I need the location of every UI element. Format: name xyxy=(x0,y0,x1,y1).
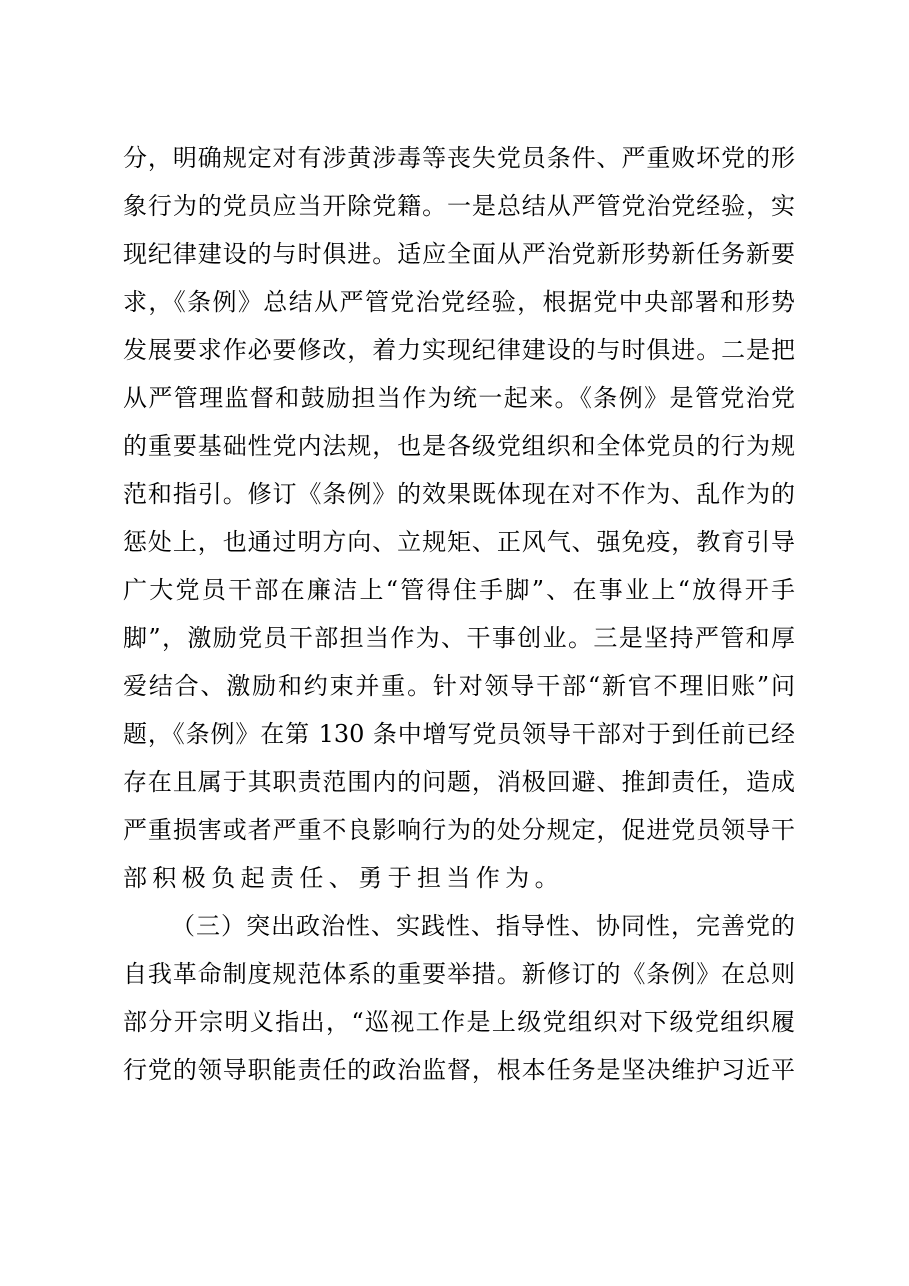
text-line: 题，《条例》在第 130 条中增写党员领导干部对于到任前已经 xyxy=(123,720,795,748)
text-line: 现纪律建设的与时俱进。适应全面从严治党新形势新任务新要 xyxy=(123,240,795,268)
text-line: 部积极负起责任、勇于担当作为。 xyxy=(123,864,564,892)
text-line: 部分开宗明义指出，“巡视工作是上级党组织对下级党组织履 xyxy=(123,1008,795,1036)
text-line: 广大党员干部在廉洁上“管得住手脚”、在事业上“放得开手 xyxy=(123,576,795,604)
text-line: 行党的领导职能责任的政治监督，根本任务是坚决维护习近平 xyxy=(123,1056,795,1084)
text-line: 求，《条例》总结从严管党治党经验，根据党中央部署和形势 xyxy=(123,288,795,316)
text-line: 自我革命制度规范体系的重要举措。新修订的《条例》在总则 xyxy=(123,960,795,988)
text-line: 象行为的党员应当开除党籍。一是总结从严管党治党经验，实 xyxy=(123,192,795,220)
text-line: 爱结合、激励和约束并重。针对领导干部“新官不理旧账”问 xyxy=(123,672,795,700)
text-line: 从严管理监督和鼓励担当作为统一起来。《条例》是管党治党 xyxy=(123,384,795,412)
text-line: 的重要基础性党内法规，也是各级党组织和全体党员的行为规 xyxy=(123,432,795,460)
text-line: （三）突出政治性、实践性、指导性、协同性，完善党的 xyxy=(171,912,795,940)
text-line: 范和指引。修订《条例》的效果既体现在对不作为、乱作为的 xyxy=(123,480,795,508)
text-line: 严重损害或者严重不良影响行为的处分规定，促进党员领导干 xyxy=(123,816,795,844)
text-line: 分，明确规定对有涉黄涉毒等丧失党员条件、严重败坏党的形 xyxy=(123,144,795,172)
text-line: 发展要求作必要修改，着力实现纪律建设的与时俱进。二是把 xyxy=(123,336,795,364)
text-line: 脚”，激励党员干部担当作为、干事创业。三是坚持严管和厚 xyxy=(123,624,795,652)
text-line: 惩处上，也通过明方向、立规矩、正风气、强免疫，教育引导 xyxy=(123,528,795,556)
text-line: 存在且属于其职责范围内的问题，消极回避、推卸责任，造成 xyxy=(123,768,795,796)
